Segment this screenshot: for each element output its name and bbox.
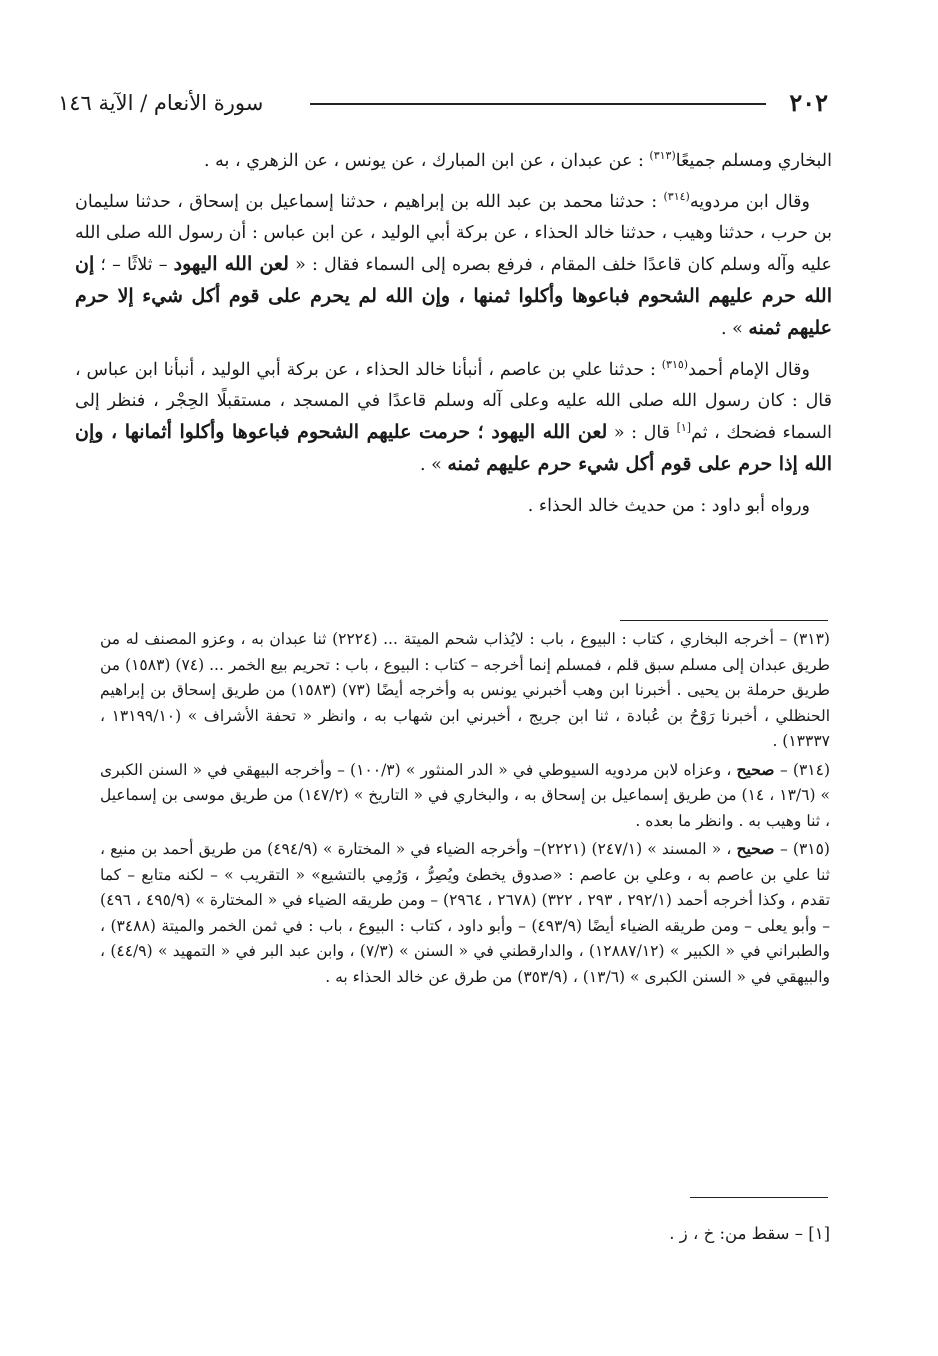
paragraph-4: ورواه أبو داود : من حديث خالد الحذاء . (527, 496, 810, 516)
paragraph-1 (75, 146, 832, 177)
text-run: البخاري ومسلم جميعًا (675, 151, 832, 171)
footnote-number: (٣١٥) – (779, 840, 830, 858)
text-run: قال : « (607, 423, 677, 443)
footnote-grade: صحيح (736, 759, 780, 779)
footnote-grade: صحيح (736, 839, 780, 858)
footnote-number: (٣١٤) – (780, 760, 830, 779)
footnote-separator (620, 620, 828, 621)
footnote-313 (100, 626, 830, 755)
main-text (75, 146, 832, 522)
footnote-ref-313: (٣١٣) (649, 149, 676, 163)
footnote-text: ، وعزاه لابن مردويه السيوطي في « الدر المنثور » (١٠٠/٣) – وأخرجه البيهقي في « السنن الكبرى » (١٣/٦ ، ١٤) من طريق إسماعيل بن إسحاق به ، والبخاري في « التاريخ » (١٤٧/٢) من طريق موسى بن إسماعيل ، ثنا وهيب به . وانظر ما بعده . (100, 760, 830, 830)
paragraph-2 (75, 187, 832, 345)
hadith-text: لعن الله اليهود (173, 253, 289, 275)
footnote-text: أخرجه البخاري ، كتاب : البيوع ، باب : لايُذاب شحم الميتة ... (٢٢٢٤) ثنا عبدان به ، وعزو المصنف له من طريق عبدان إلى مسلم سبق قلم ، فمسلم إنما أخرجه – كتاب : البيوع ، باب : تحريم بيع الخمر ... (٧٤) (١٥٨٣) من طريق حرملة بن يحيى . أخبرنا ابن وهب أخبرني يونس به وأخرجه أيضًا (٧٣) (١٥٨٣) من طريق إسحاق بن إبراهيم الحنظلي ، أخبرنا رَوْحُ بن عُبادة ، ثنا ابن جريج ، أخبرني ابن شهاب به ، وانظر « تحفة الأشراف » (١٣١٩٩/١٠ ، ١٣٣٣٧) . (100, 630, 830, 750)
apparatus-ref-1: [١] (676, 421, 692, 435)
footnote-314 (100, 757, 830, 835)
apparatus-separator (690, 1197, 828, 1198)
apparatus-note: [١] – سقط من: خ ، ز . (669, 1224, 830, 1243)
header-rule (310, 103, 766, 105)
running-title: سورة الأنعام / الآية ١٤٦ (58, 91, 264, 115)
footnotes (100, 626, 830, 992)
footnote-ref-314: (٣١٤) (663, 190, 690, 204)
text-run: : حدثنا محمد بن عبد الله بن إبراهيم ، حدثنا إسماعيل بن إسحاق ، حدثنا سليمان بن حرب ، حدثنا وهيب ، حدثنا خالد الحذاء ، عن بركة أبي الوليد ، عن ابن عباس : أن رسول الله صلى الله عليه وآله وسلم كان قاعدًا خلف المقام ، فرفع بصره إلى السماء فقال : « (75, 192, 832, 275)
text-run: وقال الإمام أحمد (688, 360, 810, 380)
text-run: » . (420, 455, 448, 475)
page-number: ٢٠٢ (789, 88, 828, 117)
text-run: : عن عبدان ، عن ابن المبارك ، عن يونس ، عن الزهري ، به . (204, 151, 650, 171)
footnote-number: (٣١٣) – (779, 630, 830, 648)
paragraph-3 (75, 355, 832, 481)
hadith-text: إن الله حرم عليهم الشحوم فباعوها وأكلوا ثمنها ، وإن الله لم يحرم على قوم أكل شيء إلا حرم عليهم ثمنه (75, 253, 832, 339)
footnote-ref-315: (٣١٥) (661, 358, 689, 372)
footnote-315 (100, 836, 830, 990)
text-run: – ثلاثًا – ؛ (94, 255, 174, 275)
text-run: وقال ابن مردويه (689, 192, 810, 212)
page-header (58, 88, 828, 120)
footnote-text: ، « المسند » (٢٤٧/١) (٢٢٢١)– وأخرجه الضياء في « المختارة » (٤٩٤/٩) من طريق أحمد بن منيع ، ثنا علي بن عاصم به ، وعلي بن عاصم : «صدوق يخطئ ويُصِرُّ ، وَرُمِي بالتشيع» « التقريب » – لكنه متابع – كما تقدم ، وكذا أخرجه أحمد (٢٩٢/١ ، ٢٩٣ ، ٣٢٢) (٢٦٧٨ ، ٢٩٦٤) – ومن طريقه الضياء في « المختارة » (٤٩٥/٩ ، ٤٩٦) – وأبو يعلى – ومن طريقه الضياء أيضًا (٤٩٣/٩) – وأبو داود ، كتاب : البيوع ، باب : في ثمن الخمر والميتة (٣٤٨٨) ، والطبراني في « الكبير » (١٢٨٨٧/١٢) ، والدارقطني في « السنن » (٧/٣) ، وابن عبد البر في « التمهيد » (٤٤/٩) ، والبيهقي في « السنن الكبرى » (١٣/٦) ، (٣٥٣/٩) من طرق عن خالد الحذاء به . (100, 840, 831, 986)
text-run: : حدثنا علي بن عاصم ، أنبأنا خالد الحذاء ، عن بركة أبي الوليد ، أنبأنا ابن عباس ، قال : كان رسول الله صلى الله عليه وعلى آله وسلم قاعدًا في المسجد ، مستقبلًا الحِجْر ، فنظر إلى السماء فضحك ، ثم (75, 360, 832, 443)
text-run: » . (721, 319, 749, 339)
hadith-text: لعن الله اليهود ؛ حرمت عليهم الشحوم فباعوها وأكلوا أثمانها ، وإن الله إذا حرم على قوم أكل شيء حرم عليهم ثمنه (75, 421, 832, 475)
